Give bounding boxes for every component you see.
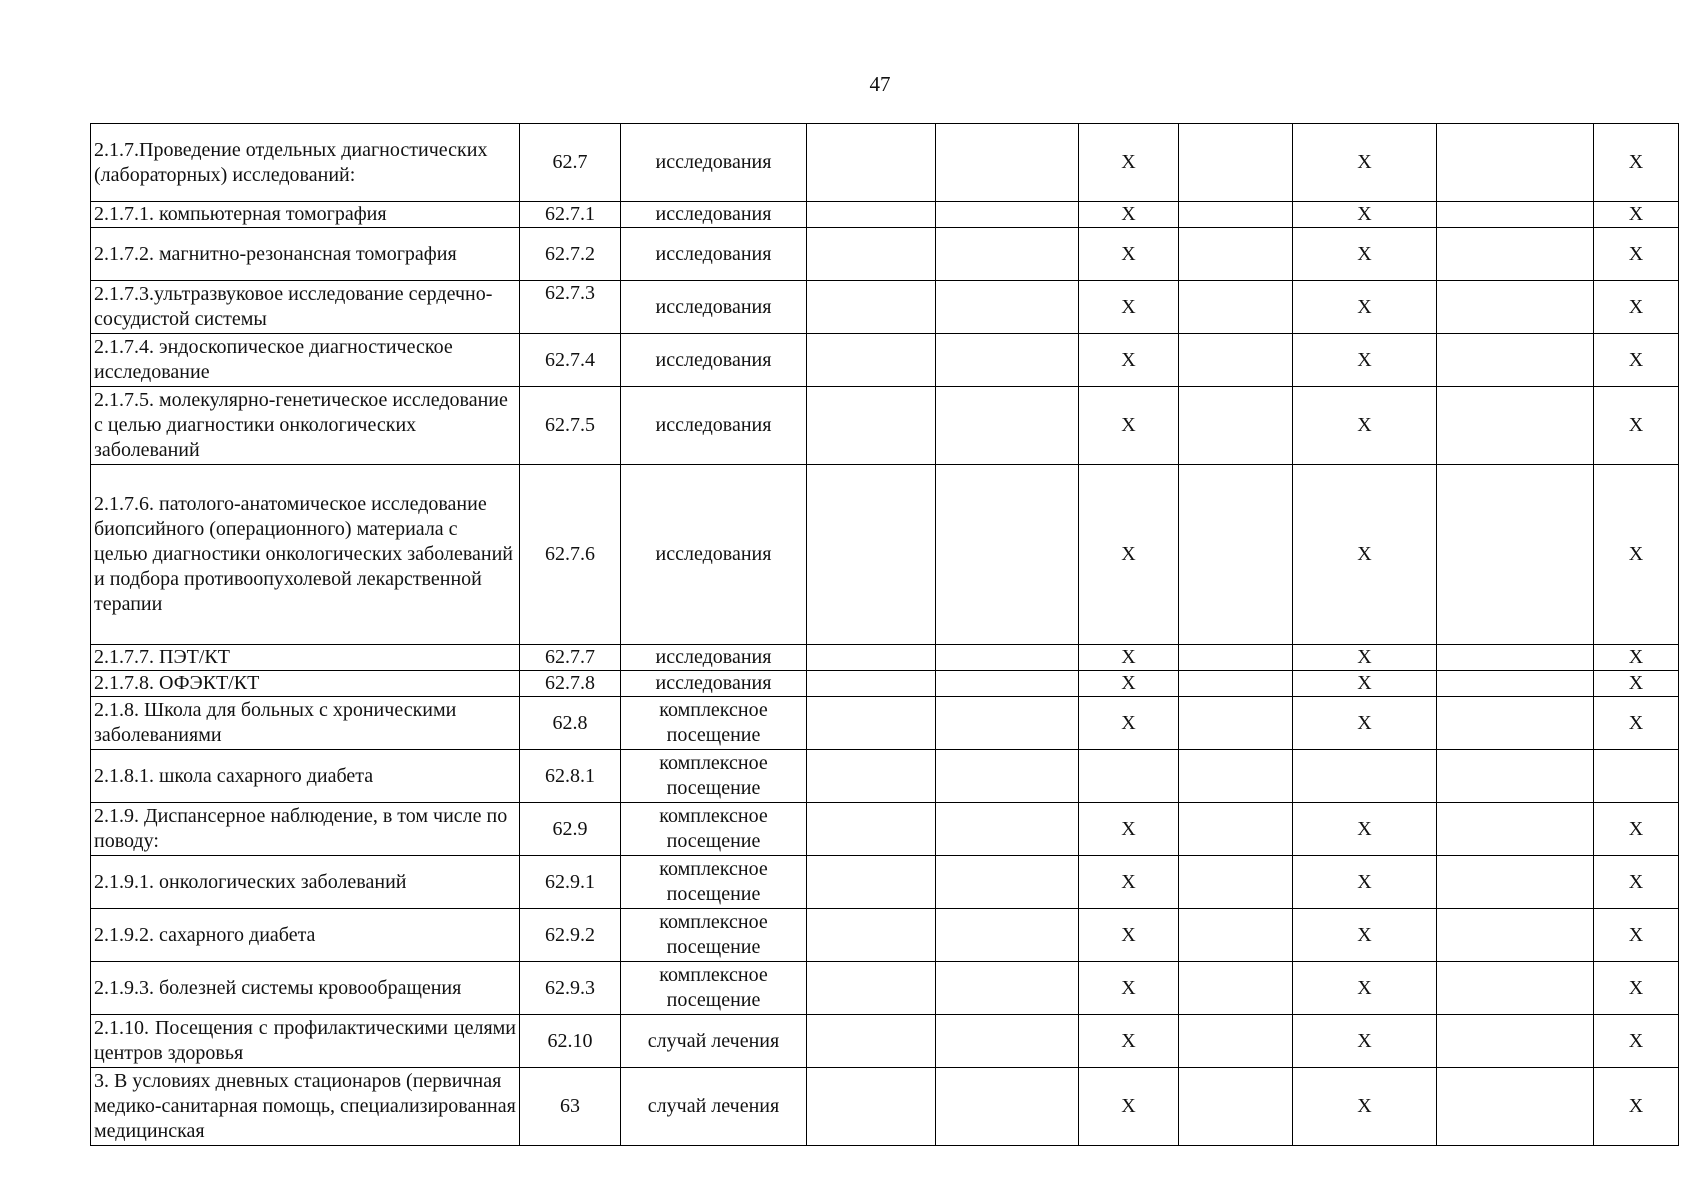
x-mark: X [1293, 803, 1437, 856]
empty-cell [807, 334, 936, 387]
x-mark: X [1079, 1068, 1179, 1146]
row-unit: исследования [621, 281, 807, 334]
x-mark: X [1594, 803, 1679, 856]
row-name: 2.1.7.2. магнитно-резонансная томография [91, 228, 520, 281]
empty-cell [1437, 281, 1594, 334]
row-code: 62.7.8 [520, 671, 621, 697]
x-mark: X [1079, 281, 1179, 334]
row-name: 2.1.8.1. школа сахарного диабета [91, 750, 520, 803]
empty-cell [936, 1015, 1079, 1068]
table-row [91, 697, 1679, 750]
table-row [91, 803, 1679, 856]
empty-cell [807, 697, 936, 750]
empty-cell [1179, 856, 1293, 909]
row-code: 62.7.2 [520, 228, 621, 281]
empty-cell [807, 281, 936, 334]
row-name: 2.1.7.7. ПЭТ/КТ [91, 645, 520, 671]
empty-cell [1179, 803, 1293, 856]
table-row [91, 465, 1679, 645]
row-code: 62.7.3 [520, 281, 621, 334]
x-mark: X [1594, 856, 1679, 909]
row-name: 2.1.9.2. сахарного диабета [91, 909, 520, 962]
row-name: 2.1.9. Диспансерное наблюдение, в том числе по поводу: [91, 803, 520, 856]
x-mark: X [1293, 465, 1437, 645]
empty-cell [1179, 228, 1293, 281]
row-unit: случай лечения [621, 1068, 807, 1146]
row-name: 2.1.7.3.ультразвуковое исследование сердечно-сосудистой системы [91, 281, 520, 334]
empty-cell [936, 124, 1079, 202]
empty-cell [1437, 465, 1594, 645]
row-name: 2.1.9.1. онкологических заболеваний [91, 856, 520, 909]
x-mark: X [1293, 387, 1437, 465]
x-mark: X [1293, 645, 1437, 671]
table-row [91, 124, 1679, 202]
empty-cell [807, 909, 936, 962]
row-unit: комплексное посещение [621, 697, 807, 750]
empty-cell [1437, 697, 1594, 750]
row-unit: исследования [621, 465, 807, 645]
x-mark: X [1293, 281, 1437, 334]
table-row [91, 1015, 1679, 1068]
page-number: 47 [869, 72, 891, 96]
empty-cell [807, 962, 936, 1015]
row-name: 2.1.10. Посещения с профилактическими целями центров здоровья [91, 1015, 520, 1068]
empty-cell [936, 697, 1079, 750]
empty-cell [936, 671, 1079, 697]
x-mark: X [1079, 334, 1179, 387]
row-unit: комплексное посещение [621, 856, 807, 909]
empty-cell [807, 750, 936, 803]
x-mark: X [1594, 1015, 1679, 1068]
table-row [91, 334, 1679, 387]
empty-cell [807, 465, 936, 645]
empty-cell [1437, 1015, 1594, 1068]
x-mark: X [1594, 465, 1679, 645]
x-mark: X [1594, 645, 1679, 671]
table-row [91, 645, 1679, 671]
empty-cell [936, 334, 1079, 387]
x-mark: X [1594, 387, 1679, 465]
x-mark: X [1079, 909, 1179, 962]
x-mark: X [1293, 1015, 1437, 1068]
x-mark: X [1293, 124, 1437, 202]
row-unit: исследования [621, 671, 807, 697]
table-row [91, 281, 1679, 334]
empty-cell [936, 465, 1079, 645]
empty-cell [1437, 803, 1594, 856]
row-name: 2.1.7.8. ОФЭКТ/КТ [91, 671, 520, 697]
row-unit: комплексное посещение [621, 909, 807, 962]
row-code: 62.8 [520, 697, 621, 750]
empty-cell [1437, 228, 1594, 281]
row-unit: исследования [621, 387, 807, 465]
x-mark [1293, 750, 1437, 803]
row-unit: исследования [621, 334, 807, 387]
row-code: 62.9 [520, 803, 621, 856]
x-mark: X [1594, 909, 1679, 962]
table-row [91, 909, 1679, 962]
table-row [91, 750, 1679, 803]
x-mark: X [1594, 202, 1679, 228]
row-name: 2.1.7.1. компьютерная томография [91, 202, 520, 228]
empty-cell [936, 803, 1079, 856]
empty-cell [1437, 334, 1594, 387]
empty-cell [807, 671, 936, 697]
empty-cell [1179, 465, 1293, 645]
x-mark: X [1293, 856, 1437, 909]
row-unit: комплексное посещение [621, 803, 807, 856]
x-mark: X [1079, 228, 1179, 281]
table-row [91, 671, 1679, 697]
row-unit: комплексное посещение [621, 962, 807, 1015]
row-code: 62.7.4 [520, 334, 621, 387]
row-code: 62.9.3 [520, 962, 621, 1015]
x-mark: X [1594, 334, 1679, 387]
row-name: 3. В условиях дневных стационаров (первичная медико-санитарная помощь, специализированная медицинская [91, 1068, 520, 1146]
row-code: 62.10 [520, 1015, 621, 1068]
row-unit: исследования [621, 202, 807, 228]
empty-cell [936, 750, 1079, 803]
empty-cell [936, 856, 1079, 909]
x-mark: X [1079, 465, 1179, 645]
x-mark: X [1594, 671, 1679, 697]
empty-cell [936, 202, 1079, 228]
empty-cell [807, 228, 936, 281]
row-name: 2.1.7.6. патолого-анатомическое исследование биопсийного (операционного) материала с целью диагностики онкологических заболеваний и подбора противоопухолевой лекарственной терапии [91, 465, 520, 645]
x-mark: X [1079, 697, 1179, 750]
empty-cell [1437, 671, 1594, 697]
empty-cell [1179, 750, 1293, 803]
x-mark: X [1293, 909, 1437, 962]
x-mark: X [1594, 228, 1679, 281]
empty-cell [1179, 202, 1293, 228]
empty-cell [936, 645, 1079, 671]
empty-cell [807, 1068, 936, 1146]
empty-cell [1437, 387, 1594, 465]
empty-cell [936, 281, 1079, 334]
table-row [91, 202, 1679, 228]
empty-cell [807, 1015, 936, 1068]
row-code: 62.7.1 [520, 202, 621, 228]
row-code: 62.9.2 [520, 909, 621, 962]
x-mark: X [1293, 962, 1437, 1015]
x-mark: X [1594, 1068, 1679, 1146]
x-mark: X [1079, 962, 1179, 1015]
empty-cell [1437, 124, 1594, 202]
empty-cell [1437, 909, 1594, 962]
empty-cell [807, 202, 936, 228]
empty-cell [1437, 962, 1594, 1015]
row-name: 2.1.9.3. болезней системы кровообращения [91, 962, 520, 1015]
empty-cell [807, 856, 936, 909]
empty-cell [1179, 671, 1293, 697]
x-mark: X [1594, 697, 1679, 750]
table-row [91, 387, 1679, 465]
row-code: 62.7 [520, 124, 621, 202]
row-unit: исследования [621, 124, 807, 202]
empty-cell [1179, 281, 1293, 334]
empty-cell [1179, 909, 1293, 962]
x-mark: X [1594, 281, 1679, 334]
empty-cell [936, 1068, 1079, 1146]
x-mark: X [1079, 1015, 1179, 1068]
x-mark: X [1293, 697, 1437, 750]
data-table [90, 123, 1679, 1146]
row-code: 62.9.1 [520, 856, 621, 909]
x-mark: X [1293, 671, 1437, 697]
row-name: 2.1.8. Школа для больных с хроническими заболеваниями [91, 697, 520, 750]
empty-cell [807, 387, 936, 465]
row-name: 2.1.7.5. молекулярно-генетическое исследование с целью диагностики онкологических заболеваний [91, 387, 520, 465]
table-row [91, 228, 1679, 281]
row-code: 62.8.1 [520, 750, 621, 803]
x-mark: X [1079, 124, 1179, 202]
row-code: 63 [520, 1068, 621, 1146]
x-mark: X [1079, 202, 1179, 228]
row-code: 62.7.7 [520, 645, 621, 671]
x-mark: X [1293, 334, 1437, 387]
table-row [91, 962, 1679, 1015]
row-unit: исследования [621, 228, 807, 281]
x-mark: X [1293, 228, 1437, 281]
x-mark [1594, 750, 1679, 803]
empty-cell [1179, 334, 1293, 387]
row-unit: исследования [621, 645, 807, 671]
empty-cell [1179, 124, 1293, 202]
x-mark: X [1293, 202, 1437, 228]
empty-cell [1179, 1068, 1293, 1146]
x-mark: X [1594, 962, 1679, 1015]
row-name: 2.1.7.4. эндоскопическое диагностическое исследование [91, 334, 520, 387]
empty-cell [936, 228, 1079, 281]
empty-cell [1179, 697, 1293, 750]
empty-cell [1437, 645, 1594, 671]
empty-cell [1179, 962, 1293, 1015]
empty-cell [807, 124, 936, 202]
empty-cell [1437, 750, 1594, 803]
empty-cell [1437, 202, 1594, 228]
empty-cell [1437, 856, 1594, 909]
empty-cell [807, 645, 936, 671]
empty-cell [936, 962, 1079, 1015]
x-mark: X [1079, 803, 1179, 856]
row-unit: комплексное посещение [621, 750, 807, 803]
empty-cell [936, 387, 1079, 465]
empty-cell [936, 909, 1079, 962]
x-mark: X [1079, 671, 1179, 697]
row-code: 62.7.6 [520, 465, 621, 645]
empty-cell [1179, 645, 1293, 671]
x-mark: X [1079, 645, 1179, 671]
empty-cell [807, 803, 936, 856]
x-mark: X [1079, 856, 1179, 909]
table-row [91, 856, 1679, 909]
row-unit: случай лечения [621, 1015, 807, 1068]
x-mark: X [1079, 387, 1179, 465]
table-row [91, 1068, 1679, 1146]
empty-cell [1437, 1068, 1594, 1146]
row-code: 62.7.5 [520, 387, 621, 465]
empty-cell [1179, 1015, 1293, 1068]
x-mark [1079, 750, 1179, 803]
x-mark: X [1594, 124, 1679, 202]
row-name: 2.1.7.Проведение отдельных диагностических (лабораторных) исследований: [91, 124, 520, 202]
x-mark: X [1293, 1068, 1437, 1146]
empty-cell [1179, 387, 1293, 465]
